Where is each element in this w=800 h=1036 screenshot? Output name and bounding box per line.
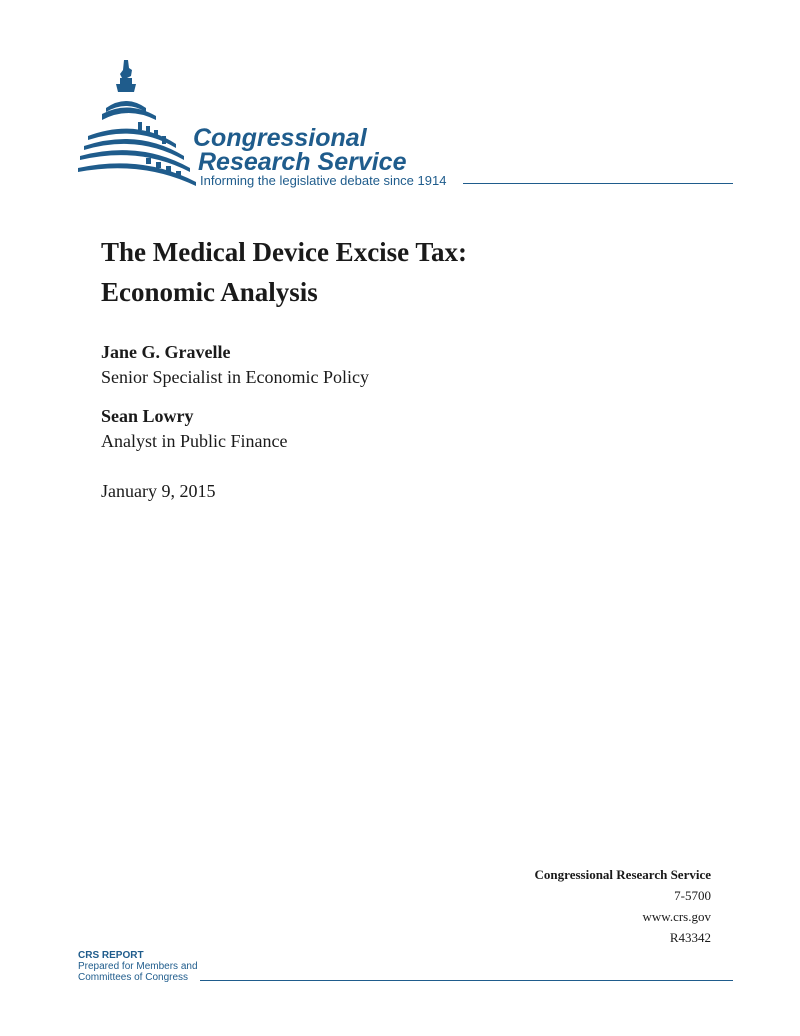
header-divider — [463, 183, 733, 184]
report-title — [101, 232, 701, 312]
tagline: Informing the legislative debate since 1914 — [200, 173, 447, 188]
author-name: Sean Lowry — [101, 406, 194, 426]
org-name-line2: Research Service — [198, 148, 407, 176]
author-role: Senior Specialist in Economic Policy — [101, 367, 369, 387]
footer-label — [78, 950, 198, 983]
report-title-line2: Economic Analysis — [101, 277, 318, 307]
meta-report-number: R43342 — [669, 930, 711, 945]
meta-website: www.crs.gov — [642, 909, 711, 924]
footer-divider — [200, 980, 733, 981]
author-name: Jane G. Gravelle — [101, 342, 231, 362]
report-title-line1: The Medical Device Excise Tax: — [101, 237, 467, 267]
org-name-line1: Congressional — [193, 124, 367, 152]
footer-line2: Prepared for Members and — [78, 961, 198, 972]
footer-line3: Committees of Congress — [78, 972, 189, 983]
capitol-dome-icon — [76, 58, 198, 190]
report-meta — [535, 864, 711, 948]
meta-org: Congressional Research Service — [534, 867, 711, 882]
footer-crs-report: CRS REPORT — [78, 950, 144, 961]
meta-phone: 7-5700 — [674, 888, 711, 903]
author-role: Analyst in Public Finance — [101, 431, 288, 451]
report-date: January 9, 2015 — [101, 481, 216, 501]
